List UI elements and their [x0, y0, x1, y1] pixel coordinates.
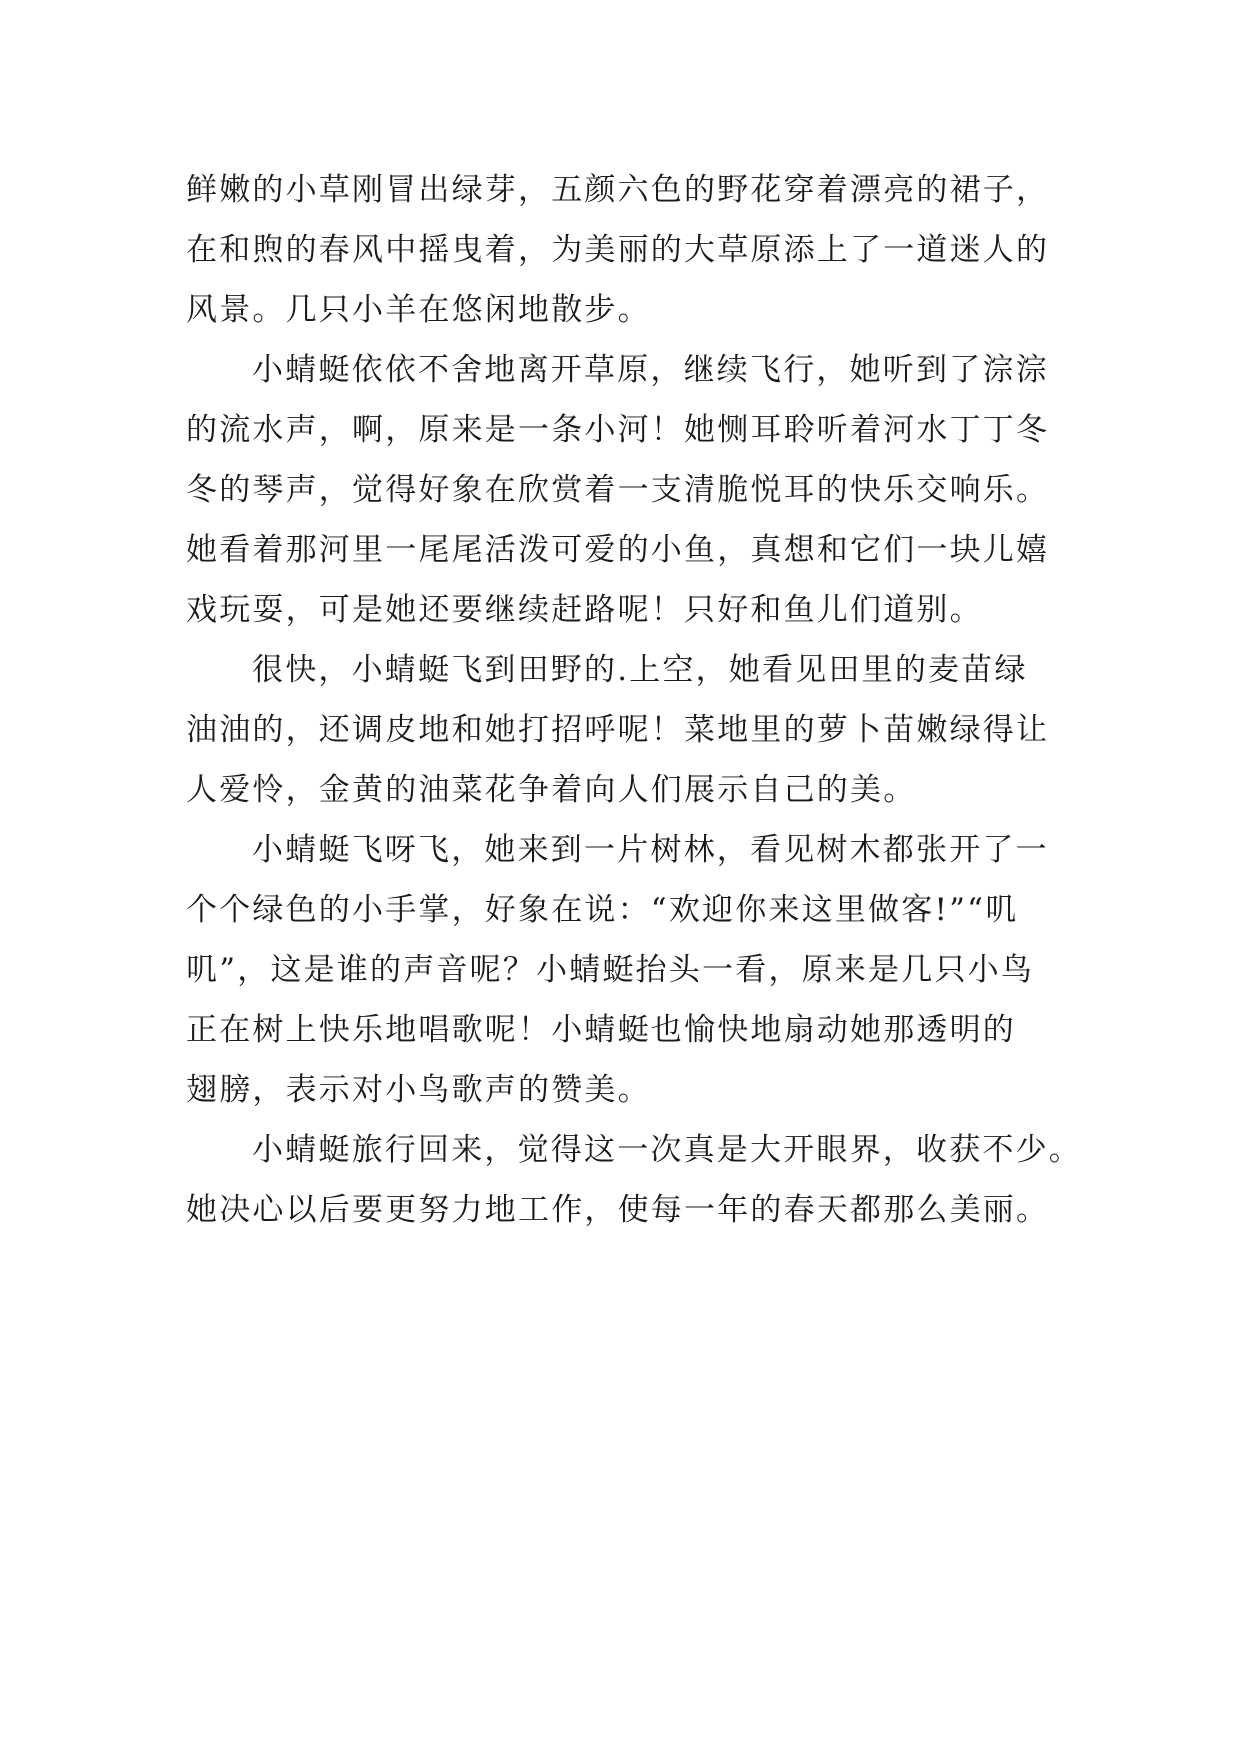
text-line: 她看着那河里一尾尾活泼可爱的小鱼，真想和它们一块儿嬉: [186, 532, 1050, 568]
paragraph-first-line: 很快，小蜻蜓飞到田野的.上空，她看见田里的麦苗绿: [252, 652, 1028, 688]
text-line: 冬的琴声，觉得好象在欣赏着一支清脆悦耳的快乐交响乐。: [186, 472, 1050, 508]
text-line: 叽”，这是谁的声音呢？小蜻蜓抬头一看，原来是几只小鸟: [186, 952, 1035, 988]
text-line: 风景。几只小羊在悠闲地散步。: [186, 292, 651, 328]
text-line: 她决心以后要更努力地工作，使每一年的春天都那么美丽。: [186, 1192, 1050, 1228]
text-line: 翅膀，表示对小鸟歌声的赞美。: [186, 1072, 651, 1108]
text-line: 油油的，还调皮地和她打招呼呢！菜地里的萝卜苗嫩绿得让: [186, 712, 1050, 748]
paragraph-first-line: 小蜻蜓旅行回来，觉得这一次真是大开眼界，收获不少。: [252, 1132, 1082, 1168]
text-line: 在和煦的春风中摇曳着，为美丽的大草原添上了一道迷人的: [186, 232, 1050, 268]
text-line: 人爱怜，金黄的油菜花争着向人们展示自己的美。: [186, 772, 917, 808]
text-line: 的流水声，啊，原来是一条小河！她恻耳聆听着河水丁丁冬: [186, 412, 1050, 448]
document-body: [186, 160, 1082, 1240]
text-line: 正在树上快乐地唱歌呢！小蜻蜓也愉快地扇动她那透明的: [186, 1012, 1016, 1048]
text-line: 戏玩耍，可是她还要继续赶路呢！只好和鱼儿们道别。: [186, 592, 983, 628]
paragraph-first-line: 小蜻蜓飞呀飞，她来到一片树林，看见树木都张开了一: [252, 832, 1049, 868]
text-line: 鲜嫩的小草刚冒出绿芽，五颜六色的野花穿着漂亮的裙子，: [186, 172, 1050, 208]
text-line: 个个绿色的小手掌，好象在说：“欢迎你来这里做客!”“叽: [186, 892, 1019, 928]
paragraph-first-line: 小蜻蜓依依不舍地离开草原，继续飞行，她听到了淙淙: [252, 352, 1049, 388]
